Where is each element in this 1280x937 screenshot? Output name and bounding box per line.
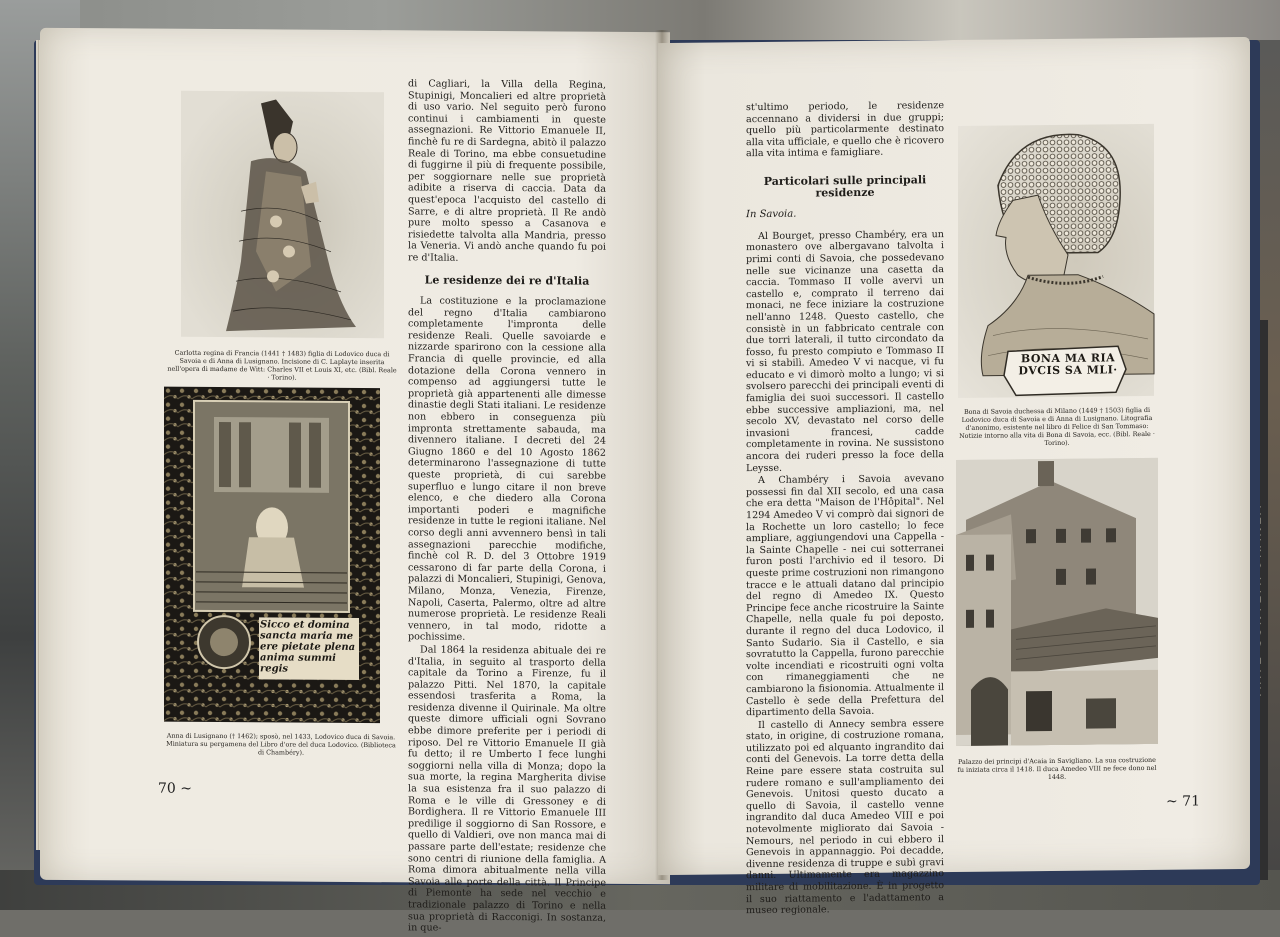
figure-anna-miniature <box>164 387 380 724</box>
right-subheading: In Savoia. <box>746 208 797 221</box>
right-text-column <box>746 100 944 918</box>
figure-bona-caption: Bona di Savoia duchessa di Milano (1449 † 1503) figlia di Lodovico duca di Savoia e di Anna di Lusignano. Litografia d'anonimo, esistente nel libro di Felice di San Tommaso: Notizie intorno alla vita di Bona di Savoia, ecc. (Bibl. Reale · Torino). <box>959 405 1155 448</box>
right-paragraph-1: Al Bourget, presso Chambéry, era un monastero ove albergavano talvolta i primi conti di Savoia, che possedevano nelle sue vicinanze una casetta da caccia. Tommaso II volle avervi un castello e, comprato il terreno dai monaci, ne fece iniziare la costruzione nell'anno 1248. Questo castello, che consistè in un fabbricato centrale con due torri laterali, il tutto circondato da fosso, fu presto compiuto e Tommaso II vi si stabilì. Amedeo V vi nacque, vi fu educato e vi dimorò molto a lungo; vi si svolsero parecchi dei principali eventi di famiglia dei suoi successori. Il castello ebbe successive ampliazioni, ma, nel secolo XV, devastato nel corso delle invasioni francesi, cadde completamente in rovina. Ne sussistono ancora dei ruderi presso la foce della Leysse. <box>746 228 944 474</box>
left-intro-text: di Cagliari, la Villa della Regina, Stupinigi, Moncalieri ed altre proprietà di uso vario. Nel seguito però furono continui i cambiamenti in queste assegnazioni. Re Vittorio Emanuele II, finchè fu re di Sardegna, abitò il palazzo Reale di Torino, ma ebbe consuetudine di fuggirne il più di frequente possibile, per soggiornare nelle sue proprietà adibite a riserva di caccia. Data da quest'epoca l'acquisto del castello di Sarre, e di altre proprietà. Il Re andò pure molto spesso a Casanova e risiedette talvolta alla Mandria, presso la Veneria. Vi andò anche quando fu poi re d'Italia. <box>408 78 606 264</box>
building-photo-icon <box>956 458 1158 746</box>
figure-anna-caption: Anna di Lusignano († 1462); sposò, nel 1433, Lodovico duca di Savoia. Miniatura su pergamena del Libro d'ore del duca Lodovico. (Biblioteca di Chambéry). <box>166 731 396 757</box>
engraving-queen-icon <box>181 91 384 338</box>
right-paragraph-3: Il castello di Annecy sembra essere stato, in origine, di costruzione romana, utilizzato poi ed alquanto ingrandito dai conti del Genevois. La torre detta della Reine pare essere stata costruita sul rudere romano e sull'ampliamento dei Genevois. Unitosi questo ducato a quello di Savoia, il castello venne ingrandito dal duca Amedeo VIII e poi notevolmente migliorato dai Savoia - Nemours, nel periodo in cui ebbero il Genevois in appannaggio. Poi decadde, divenne residenza di truppe e subì gravi danni. Ultimamente era magazzino militare di mobilitazione. È in progetto il suo riattamento e l'adattamento a museo regionale. <box>746 717 944 917</box>
figure-bona <box>958 124 1154 398</box>
left-page <box>40 28 670 934</box>
left-text-column <box>408 78 606 936</box>
left-paragraph-1: La costituzione e la proclamazione del regno d'Italia cambiarono completamente l'impronta delle residenze Reali. Quelle savoiarde e nizzarde sparirono con la cessione alla Francia di quelle provincie, ed alla dotazione della Corona vennero in compenso ad aggiungersi tutte le proprietà già appartenenti alle dimesse dinastie degli Stati italiani. Le residenze non ebbero in conseguenza più impronta strettamente sabauda, ma divennero italiane. I decreti del 24 Giugno 1860 e del 10 Agosto 1862 determinarono l'assegnazione di tutte queste proprietà, di cui sarebbe superfluo e lungo citare il non breve elenco, e che diedero alla Corona importanti poderi e magnifiche residenze in tutte le regioni italiane. Nel corso degli anni avvennero bensì in tali assegnazioni parecchie modifiche, finchè col R. D. del 3 Ottobre 1919 cessarono di far parte della Corona, i palazzi di Moncalieri, Stupinigi, Genova, Milano, Monza, Venezia, Firenze, Napoli, Caserta, Palermo, oltre ad altre numerose proprietà. Le residenze Reali vennero, in tal modo, ridotte a pochissime. <box>408 295 606 644</box>
left-section-heading: Le residenze dei re d'Italia <box>424 272 590 288</box>
right-section-heading: Particolari sulle principali residenze <box>763 173 927 200</box>
right-intro-text: st'ultimo periodo, le residenze accennano a dividersi in due gruppi; quello più particolarmente destinato alla vita ufficiale, e quello che è ricovero alla vita intima e famigliare. <box>746 100 944 160</box>
miniature-inscription: Sicco et domina sancta maria me ere pietate plena anima summi regis <box>260 619 356 675</box>
figure-carlotta-caption: Carlotta regina di Francia (1441 † 1483) figlia di Lodovico duca di Savoia e di Anna di Lusignano. Incisione di C. Laplayte inserita nell'opera di madame de Witt: Charles VII et Louis XI, etc. (Bibl. Reale · Torino). <box>167 348 397 382</box>
portrait-inscription: BONA MA RIA DVCIS SA MLI· <box>1018 351 1118 378</box>
right-page-number: ~ 71 <box>1166 793 1200 810</box>
right-page <box>658 37 1250 917</box>
figure-palazzo-caption: Palazzo dei principi d'Acaia in Savigliano. La sua costruzione fu iniziata circa il 1418. Il duca Amedeo VIII ne fece dono nel 1448. <box>957 755 1157 782</box>
figure-palazzo-acaia <box>956 458 1158 746</box>
right-paragraph-2: A Chambéry i Savoia avevano possessi fin dal XII secolo, ed una casa che era detta "Maison de l'Hôpital". Nel 1294 Amedeo V vi comprò dai signori de la Rochette un loro castello; lo fece ampliare, aggiungendovi una Cappella - la Sainte Chapelle - nei cui sotterranei furon posti l'archivio ed il tesoro. Di queste prime costruzioni non rimangono tracce e le attuali datano dal principio del regno di Amedeo IX. Questo Principe fece anche ricostruire la Sainte Chapelle, nella quale fu poi deposto, durante il regno del duca Lodovico, il Santo Sudario. Sia il Castello, e sia sovratutto la Cappella, furono parecchie volte incendiati e ricostruiti ogni volta con rimaneggiamenti che ne cambiarono la fisionomia. Attualmente il Castello è sede della Prefettura del dipartimento della Savoia. <box>746 473 944 719</box>
left-page-number: 70 ~ <box>158 780 192 797</box>
left-paragraph-2: Dal 1864 la residenza abituale dei re d'Italia, in seguito al trasporto della capitale da Torino a Firenze, fu il palazzo Pitti. Nel 1870, la capitale essendosi trasferita a Roma, la residenza divenne il Quirinale. Ma oltre queste dimore ufficiali ogni Sovrano ebbe dimore preferite per i periodi di riposo. Del re Vittorio Emanuele II già fu detto; il re Umberto I fece lunghi soggiorni nella villa di Monza; dopo la sua morte, la regina Margherita divise la sua esistenza fra il suo palazzo di Roma e le ville di Gressoney e di Bordighera. Il re Vittorio Emanuele III predilige il soggiorno di San Rossore, e quello di Valdieri, ove non manca mai di passare parte dell'estate; residenze che sono centri di riunione della famiglia. A Roma dimora abitualmente nella villa Savoia alle porte della città. Il Principe di Piemonte ha sede nel vecchio e tradizionale palazzo di Torino e nella sua proprietà di Racconigi. In sostanza, in que- <box>408 644 606 934</box>
figure-carlotta <box>181 91 384 338</box>
